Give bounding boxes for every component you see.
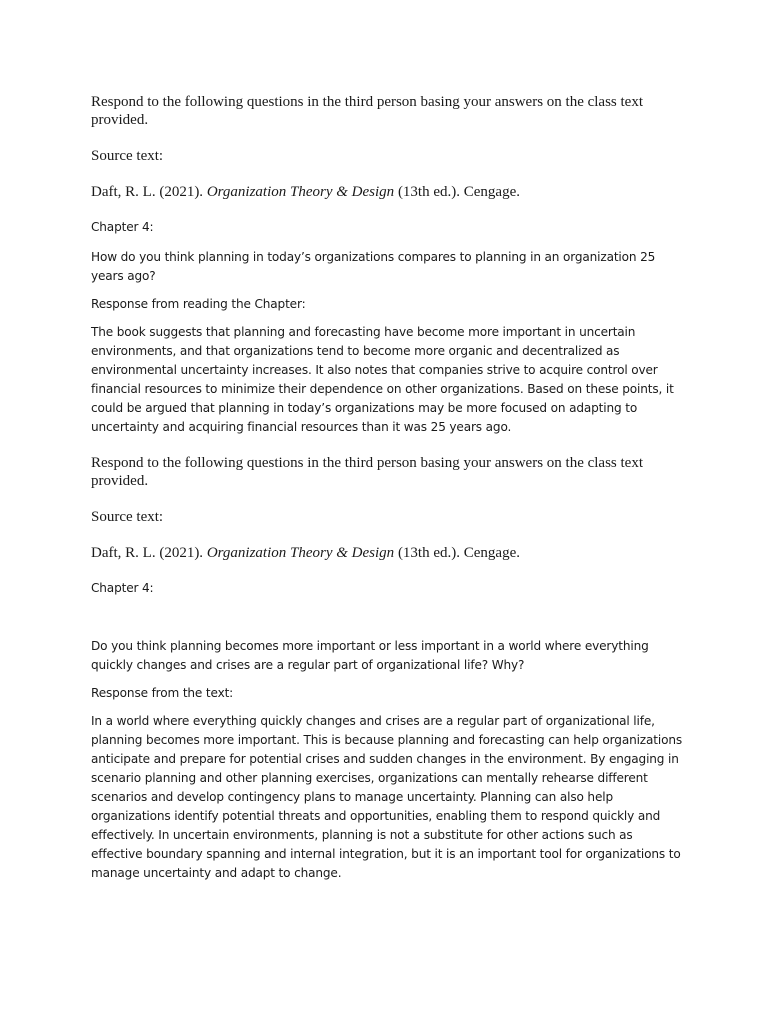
- citation-edition: (13th ed.). Cengage.: [394, 545, 520, 561]
- response-label: Response from the text:: [91, 686, 234, 700]
- question-text: How do you think planning in today’s organizations compares to planning in an organization 25 years ago?: [91, 250, 656, 283]
- question-text: Do you think planning becomes more important or less important in a world where everything quickly changes and crises are a regular part of organizational life? Why?: [91, 639, 649, 672]
- chapter-heading: Chapter 4:: [91, 581, 154, 595]
- citation: [91, 544, 686, 562]
- response-body: In a world where everything quickly changes and crises are a regular part of organizational life, planning becomes more important. This is because planning and forecasting can help organizations anticipate and prepare for potential crises and sudden changes in the environment. By engaging in scenario planning and other planning exercises, organizations can mentally rehearse different scenarios and develop contingency plans to manage uncertainty. Planning can also help organizations identify potential threats and opportunities, enabling them to respond quickly and effectively. In uncertain environments, planning is not a substitute for other actions such as effective boundary spanning and internal integration, but it is an important tool for organizations to manage uncertainty and adapt to change.: [91, 714, 682, 880]
- instruction-text: Respond to the following questions in the third person basing your answers on the class text provided.: [91, 455, 644, 489]
- citation: [91, 183, 686, 201]
- citation-author: Daft, R. L. (2021).: [91, 545, 207, 561]
- citation-author: Daft, R. L. (2021).: [91, 184, 207, 200]
- citation-title: Organization Theory & Design: [206, 184, 395, 200]
- source-text-label: Source text:: [91, 148, 164, 164]
- chapter-heading: Chapter 4:: [91, 220, 154, 234]
- response-body: The book suggests that planning and forecasting have become more important in uncertain environments, and that organizations tend to become more organic and decentralized as environmental uncertainty increases. It also notes that companies strive to acquire control over financial resources to minimize their dependence on other organizations. Based on these points, it could be argued that planning in today’s organizations may be more focused on adapting to uncertainty and acquiring financial resources than it was 25 years ago.: [91, 325, 674, 434]
- response-label: Response from reading the Chapter:: [91, 297, 306, 311]
- citation-title: Organization Theory & Design: [206, 545, 395, 561]
- citation-edition: (13th ed.). Cengage.: [394, 184, 520, 200]
- instruction-text: Respond to the following questions in the third person basing your answers on the class text provided.: [91, 94, 644, 128]
- source-text-label: Source text:: [91, 509, 164, 525]
- document-page: [91, 93, 686, 900]
